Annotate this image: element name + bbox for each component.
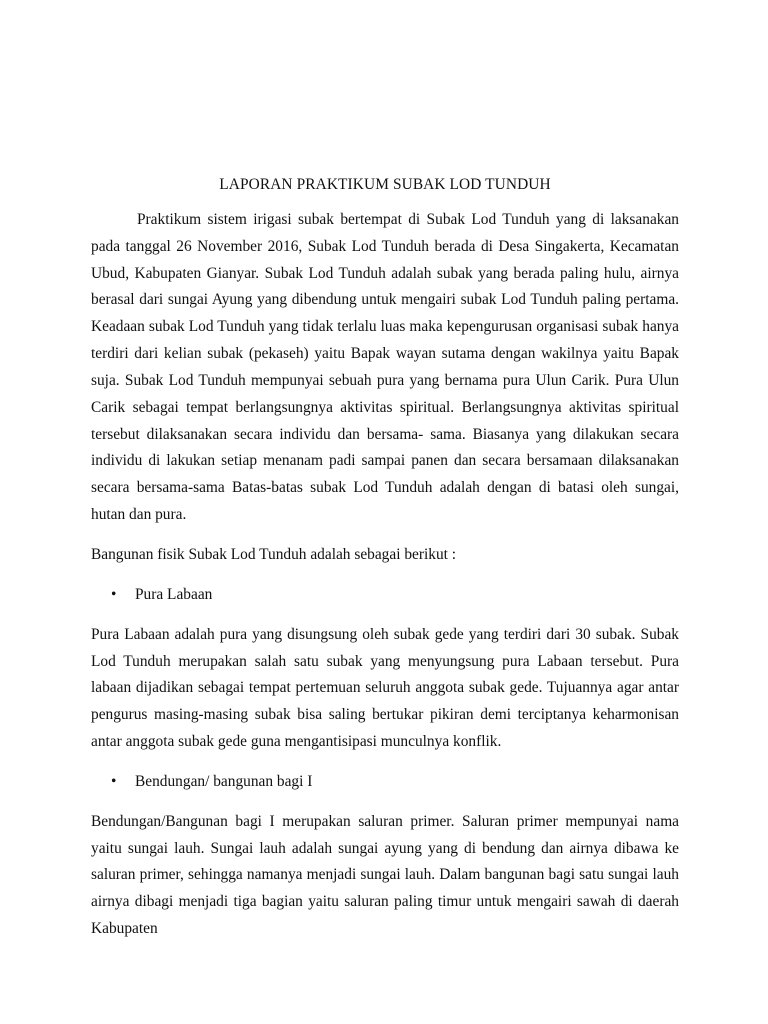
document-title: LAPORAN PRAKTIKUM SUBAK LOD TUNDUH (219, 176, 551, 193)
paragraph-bendungan: Bendungan/Bangunan bagi I merupakan saluran primer. Saluran primer mempunyai nama yaitu sungai lauh. Sungai lauh adalah sungai ayung yang di bendung dan airnya dibawa ke saluran primer, sehingga namanya menjadi sungai lauh. Dalam bangunan bagi satu sungai lauh airnya dibagi menjadi tiga bagian yaitu saluran paling timur untuk mengairi sawah di daerah Kabupaten (91, 812, 679, 938)
bullet-label: Pura Labaan (135, 585, 213, 603)
paragraph-bangunan-fisik: Bangunan fisik Subak Lod Tunduh adalah sebagai berikut : (91, 545, 457, 563)
bullet-item-pura-labaan (91, 582, 679, 609)
document-page (91, 172, 679, 943)
bullet-icon: • (111, 585, 117, 603)
bullet-item-bendungan (91, 769, 679, 796)
bullet-icon: • (111, 772, 117, 790)
paragraph-intro: Praktikum sistem irigasi subak bertempat di Subak Lod Tunduh yang di laksanakan pada tanggal 26 November 2016, Subak Lod Tunduh berada di Desa Singakerta, Kecamatan Ubud, Kabupaten Gianyar. Subak Lod Tunduh adalah subak yang berada paling hulu, airnya berasal dari sungai Ayung yang dibendung untuk mengairi subak Lod Tunduh paling pertama. Keadaan subak Lod Tunduh yang tidak terlalu luas maka kepengurusan organisasi subak hanya terdiri dari kelian subak (pekaseh) yaitu Bapak wayan sutama dengan wakilnya yaitu Bapak suja. Subak Lod Tunduh mempunyai sebuah pura yang bernama pura Ulun Carik. Pura Ulun Carik sebagai tempat berlangsungnya aktivitas spiritual. Berlangsungnya aktivitas spiritual tersebut dilaksanakan secara individu dan bersama- sama. Biasanya yang dilakukan secara individu di lakukan setiap menanam padi sampai panen dan secara bersamaan dilaksanakan secara bersama-sama Batas-batas subak Lod Tunduh adalah dengan di batasi oleh sungai, hutan dan pura. (91, 210, 679, 524)
bullet-label: Bendungan/ bangunan bagi I (135, 772, 313, 790)
paragraph-pura-labaan: Pura Labaan adalah pura yang disungsung oleh subak gede yang terdiri dari 30 subak. Subak Lod Tunduh merupakan salah satu subak yang menyungsung pura Labaan tersebut. Pura labaan dijadikan sebagai tempat pertemuan seluruh anggota subak gede. Tujuannya agar antar pengurus masing-masing subak bisa saling bertukar pikiran demi terciptanya keharmonisan antar anggota subak gede guna mengantisipasi munculnya konflik. (91, 625, 679, 751)
